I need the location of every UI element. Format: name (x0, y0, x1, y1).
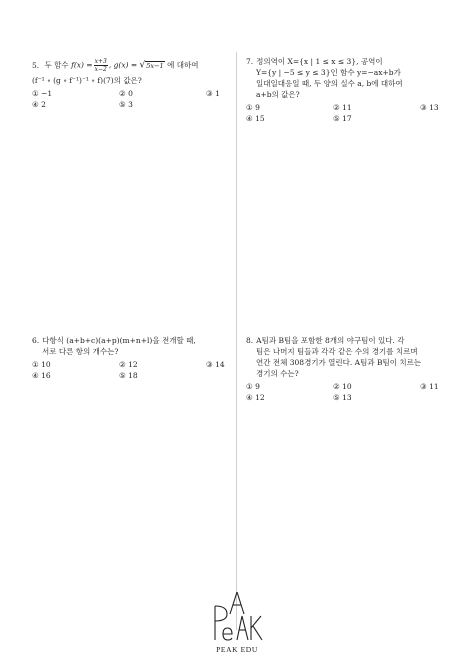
question-text: 에 대하여 (167, 60, 199, 70)
answer-options (246, 102, 456, 124)
option-4[interactable]: ④ 15 (246, 114, 265, 123)
option-2[interactable]: ② 12 (119, 360, 138, 369)
column-divider (236, 52, 237, 630)
question-text: 다항식 (a+b+c)(a+p)(m+n+l)을 전개할 때, (42, 336, 196, 345)
question-6 (32, 335, 232, 381)
peak-edu-logo (204, 588, 270, 658)
question-8 (246, 335, 456, 403)
option-1[interactable]: ① 9 (246, 382, 260, 391)
question-8-line-2: 팀은 나머지 팀들과 각각 같은 수의 경기를 치르며 (256, 347, 418, 356)
peak-logo-mark-icon (207, 588, 267, 644)
logo-caption: PEAK EDU (216, 645, 258, 654)
question-8-line-4: 경기의 수는? (256, 369, 299, 378)
option-1[interactable]: ① 10 (32, 360, 51, 369)
option-3[interactable]: ③ 11 (420, 382, 439, 391)
option-4[interactable]: ④ 12 (246, 393, 265, 402)
question-7 (246, 56, 456, 124)
question-8-line-3: 연간 전체 308경기가 열린다. A팀과 B팀이 치르는 (256, 358, 422, 367)
function-f-label: f(x) = (71, 60, 93, 70)
question-number: 5. (32, 60, 40, 70)
option-2[interactable]: ② 11 (333, 103, 352, 112)
radicand: 5x−1 (146, 61, 164, 70)
option-5[interactable]: ⑤ 18 (119, 371, 138, 380)
option-5[interactable]: ⑤ 13 (333, 393, 352, 402)
option-1[interactable]: ① 9 (246, 103, 260, 112)
option-2[interactable]: ② 10 (333, 382, 352, 391)
option-5[interactable]: ⑤ 3 (119, 100, 133, 109)
radical-sign: √ (139, 60, 146, 71)
option-1[interactable]: ① −1 (32, 89, 53, 98)
question-number: 7. (246, 57, 254, 66)
answer-options (32, 88, 232, 110)
question-5-line-1 (32, 58, 232, 73)
option-4[interactable]: ④ 2 (32, 100, 46, 109)
option-5[interactable]: ⑤ 17 (333, 114, 352, 123)
function-g-label: , g(x) = (108, 60, 138, 70)
fraction-numerator: x+3 (94, 58, 107, 65)
option-2[interactable]: ② 0 (119, 89, 133, 98)
question-7-line-4: a+b의 값은? (256, 90, 300, 99)
question-text: 두 함수 (44, 60, 69, 70)
fraction-denominator: x−2 (94, 66, 107, 73)
answer-options (32, 359, 232, 381)
option-3[interactable]: ③ 13 (420, 103, 439, 112)
question-6-line-2: 서로 다른 항의 개수는? (42, 347, 119, 356)
question-6-line-1 (32, 335, 232, 346)
question-number: 6. (32, 336, 40, 345)
question-7-line-2: Y={y | −5 ≤ y ≤ 3}인 함수 y=−ax+b가 (256, 68, 401, 77)
question-7-line-1 (246, 56, 456, 67)
fraction (94, 58, 108, 73)
question-5-line-2: (f⁻¹ ∘ (g ∘ f⁻¹)⁻¹ ∘ f)(7)의 값은? (32, 76, 142, 85)
question-8-line-1 (246, 335, 456, 346)
option-4[interactable]: ④ 16 (32, 371, 51, 380)
question-number: 8. (246, 336, 254, 345)
answer-options (246, 381, 456, 403)
question-text: A팀과 B팀을 포함한 8개의 야구팀이 있다. 각 (256, 336, 405, 345)
question-text: 정의역이 X={x | 1 ≤ x ≤ 3}, 공역이 (256, 57, 383, 66)
question-7-line-3: 일대일대응일 때, 두 양의 실수 a, b에 대하여 (256, 79, 403, 88)
option-3[interactable]: ③ 1 (206, 89, 220, 98)
question-5 (32, 58, 232, 110)
option-3[interactable]: ③ 14 (206, 360, 225, 369)
